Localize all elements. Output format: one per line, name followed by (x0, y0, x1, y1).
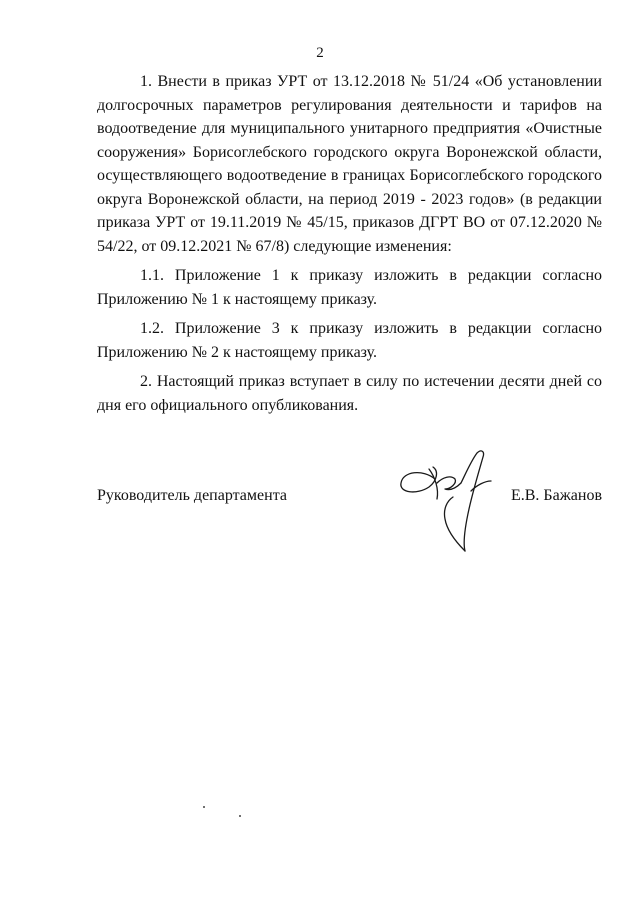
scan-speck (239, 815, 241, 817)
paragraph-item-1: 1. Внести в приказ УРТ от 13.12.2018 № 51/24 «Об установлении долгосрочных параметров регулирования деятельности и тарифов на водоотведение для муниципального унитарного предприятия «Очистные сооружения» Борисоглебского городского округа Воронежской области, осуществляющего водоотведение в границах Борисоглебского городского округа Воронежской области, на период 2019 - 2023 годов» (в редакции приказа УРТ от 19.11.2019 № 45/15, приказов ДГРТ ВО от 07.12.2020 № 54/22, от 09.12.2021 № 67/8) следующие изменения: (97, 73, 602, 255)
signatory-name: Е.В. Бажанов (510, 487, 602, 504)
paragraph-item-1-2: 1.2. Приложение 3 к приказу изложить в редакции согласно Приложению № 2 к настоящему приказу. (97, 320, 602, 361)
handwritten-signature (395, 447, 505, 555)
signature-block (97, 486, 602, 526)
signatory-position: Руководитель департамента (97, 487, 287, 504)
scan-speck (203, 806, 205, 808)
page-number: 2 (316, 45, 324, 61)
document-body (97, 70, 602, 417)
paragraph-item-1-1: 1.1. Приложение 1 к приказу изложить в редакции согласно Приложению № 1 к настоящему приказу. (97, 267, 602, 308)
paragraph-item-2: 2. Настоящий приказ вступает в силу по истечении десяти дней со дня его официального опубликования. (97, 373, 602, 414)
